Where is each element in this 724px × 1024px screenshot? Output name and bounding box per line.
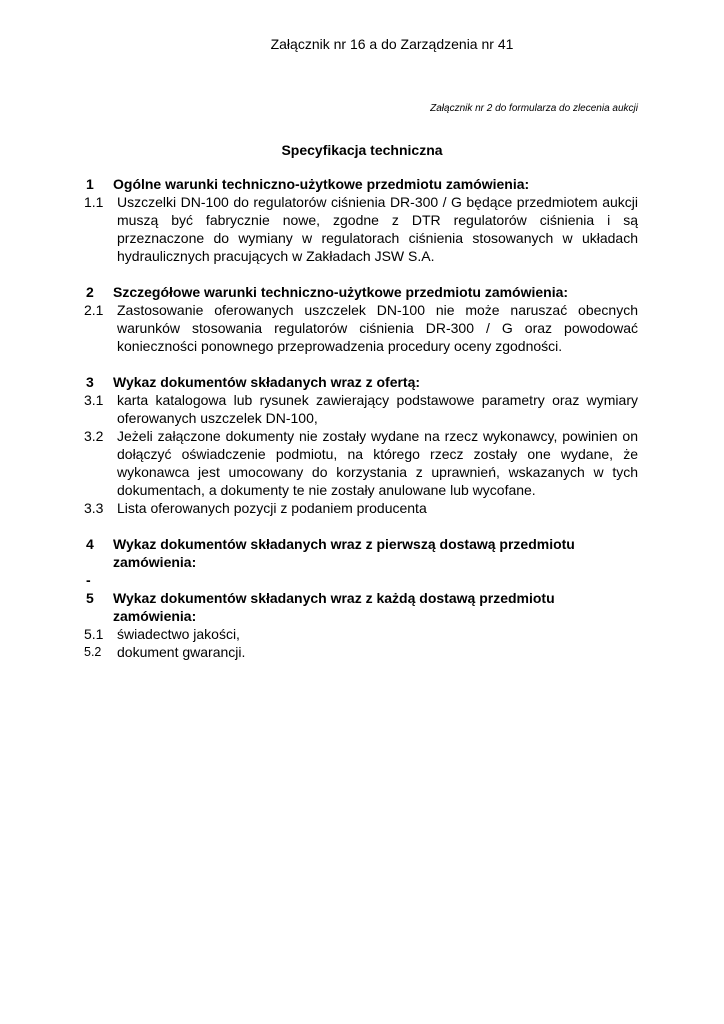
list-item [86, 643, 638, 661]
section-number: 3 [86, 374, 94, 390]
section-number: 4 [86, 536, 94, 552]
item-number: 5.1 [84, 626, 104, 642]
item-text: dokument gwarancji. [117, 644, 246, 660]
document-body [86, 175, 638, 661]
list-item [86, 427, 638, 499]
section-title: Wykaz dokumentów składanych wraz z pierwszą dostawą przedmiotu zamówienia: [113, 536, 575, 570]
item-number: 5.2 [84, 645, 102, 659]
section-3-heading [86, 373, 638, 391]
item-number: 1.1 [84, 194, 104, 210]
section-title: Szczegółowe warunki techniczno-użytkowe przedmiotu zamówienia: [113, 284, 569, 300]
attachment-subheader: Załącznik nr 2 do formularza do zlecenia aukcji [430, 103, 638, 114]
attachment-header: Załącznik nr 16 a do Zarządzenia nr 41 [270, 36, 514, 52]
section-5-heading [86, 589, 638, 625]
section-number: 2 [86, 284, 94, 300]
section-1-heading [86, 175, 638, 193]
item-text: Zastosowanie oferowanych uszczelek DN-100 nie może naruszać obecnych warunków stosowania regulatorów ciśnienia DR-300 / G oraz powodować konieczności ponownego przeprowadzenia procedury oceny zgodności. [117, 302, 638, 354]
item-text: Lista oferowanych pozycji z podaniem producenta [117, 500, 427, 516]
section-title: Wykaz dokumentów składanych wraz z ofertą: [113, 374, 421, 390]
list-item [86, 625, 638, 643]
item-number: 3.2 [84, 428, 104, 444]
section-number: 5 [86, 590, 94, 606]
empty-list-dash: - [86, 572, 91, 588]
section-2-heading [86, 283, 638, 301]
list-item [86, 301, 638, 355]
section-number: 1 [86, 176, 94, 192]
list-item [86, 499, 638, 517]
item-text: Jeżeli załączone dokumenty nie zostały wydane na rzecz wykonawcy, powinien on dołączyć oświadczenie podmiotu, na którego rzecz zostały one wydane, że wykonawca jest umocowany do korzystania z uprawnień, wskazanych w tych dokumentach, a dokumenty te nie zostały anulowane lub wycofane. [117, 428, 638, 498]
list-item [86, 391, 638, 427]
item-number: 3.1 [84, 392, 104, 408]
section-title: Ogólne warunki techniczno-użytkowe przedmiotu zamówienia: [113, 176, 530, 192]
item-text: świadectwo jakości, [117, 626, 240, 642]
list-item [86, 193, 638, 265]
document-title: Specyfikacja techniczna [281, 142, 443, 158]
item-number: 2.1 [84, 302, 104, 318]
item-text: karta katalogowa lub rysunek zawierający podstawowe parametry oraz wymiary oferowanych uszczelek DN-100, [117, 392, 638, 426]
section-4-heading [86, 535, 638, 571]
item-text: Uszczelki DN-100 do regulatorów ciśnienia DR-300 / G będące przedmiotem aukcji muszą być fabrycznie nowe, zgodne z DTR regulatorów ciśnienia i są przeznaczone do wymiany w regulatorach ciśnienia stosowanych w układach hydraulicznych pracujących w Zakładach JSW S.A. [117, 194, 638, 264]
section-title: Wykaz dokumentów składanych wraz z każdą dostawą przedmiotu zamówienia: [113, 590, 555, 624]
item-number: 3.3 [84, 500, 104, 516]
